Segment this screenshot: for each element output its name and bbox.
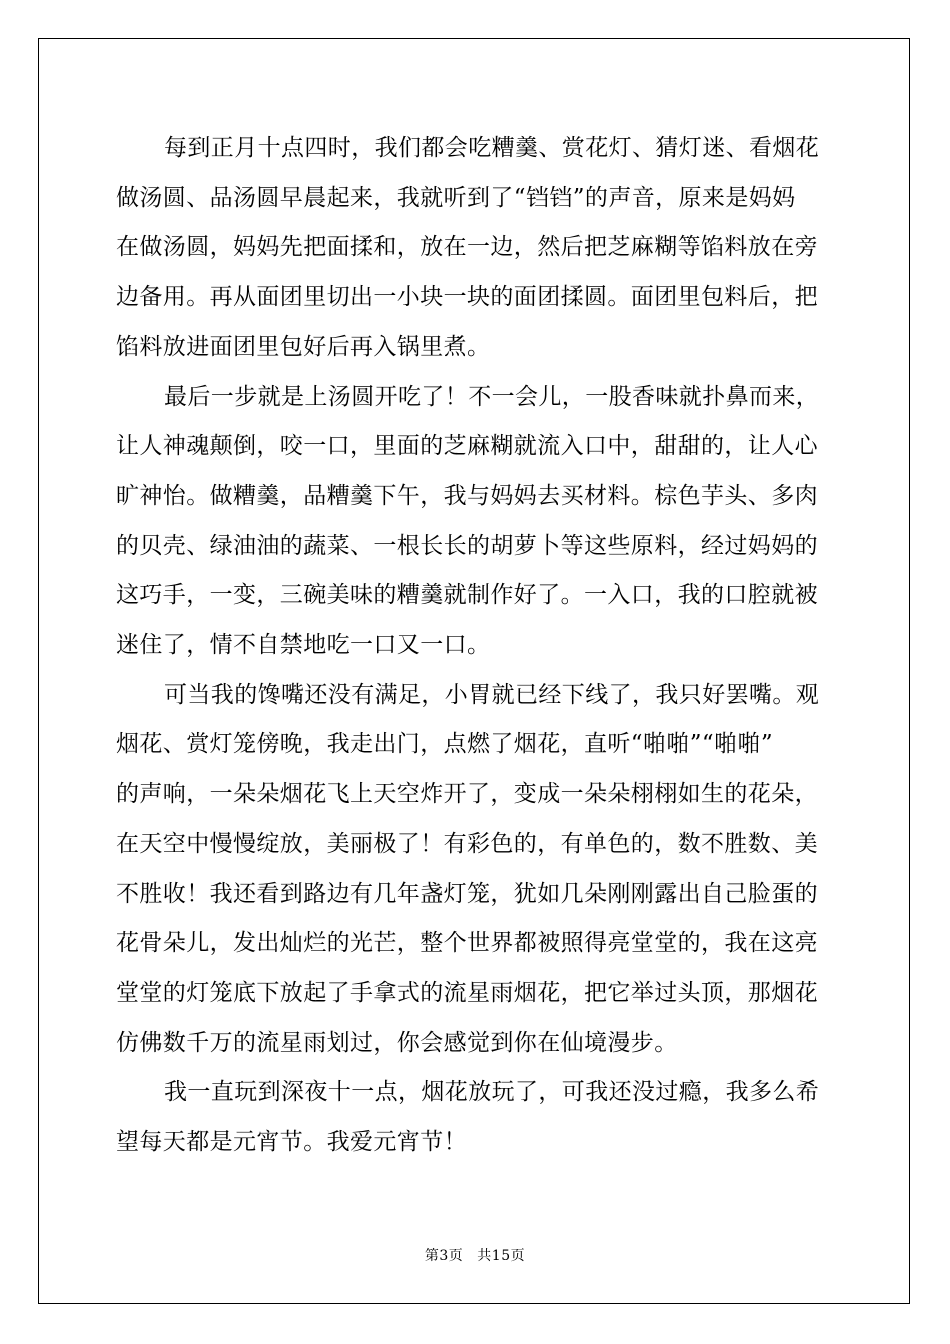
text-line: 边备用。再从面团里切出一小块一块的面团揉圆。面团里包料后，把 [116,284,818,311]
text-line: 旷神怡。做糟羹，品糟羹下午，我与妈妈去买材料。棕色芋头、多肉 [116,482,818,509]
page-number: 第3页 [424,1248,464,1264]
paragraph-2 [116,373,836,671]
text-line: 的贝壳、绿油油的蔬菜、一根长长的胡萝卜等这些原料，经过妈妈的 [116,532,818,559]
text-line: 迷住了，情不自禁地吃一口又一口。 [116,632,491,659]
text-line: 馅料放进面团里包好后再入锅里煮。 [116,333,491,360]
total-pages: 共15页 [477,1248,526,1264]
text-line: 花骨朵儿，发出灿烂的光芒，整个世界都被照得亮堂堂的，我在这亮 [116,930,818,957]
text-line: 可当我的馋嘴还没有满足，小胃就已经下线了，我只好罢嘴。观 [164,681,820,708]
text-line: 堂堂的灯笼底下放起了手拿式的流星雨烟花，把它举过头顶，那烟花 [116,979,818,1006]
text-line: 每到正月十点四时，我们都会吃糟羹、赏花灯、猜灯迷、看烟花 [164,135,820,161]
text-line: 让人神魂颠倒，咬一口，里面的芝麻糊就流入口中，甜甜的，让人心 [116,433,818,460]
text-line: 做汤圆、品汤圆早晨起来，我就听到了“铛铛”的声音，原来是妈妈 [116,184,796,211]
text-line: 仿佛数千万的流星雨划过，你会感觉到你在仙境漫步。 [116,1029,678,1056]
text-line: 在做汤圆，妈妈先把面揉和，放在一边，然后把芝麻糊等馅料放在旁 [116,234,818,261]
text-line: 烟花、赏灯笼傍晚，我走出门，点燃了烟花，直听“啪啪”“啪啪” [116,731,774,758]
text-line: 望每天都是元宵节。我爱元宵节！ [116,1129,467,1156]
text-line: 在天空中慢慢绽放，美丽极了！有彩色的，有单色的，数不胜数、美 [116,830,818,857]
text-line: 我一直玩到深夜十一点，烟花放玩了，可我还没过瘾，我多么希 [164,1079,820,1106]
paragraph-4 [116,1068,836,1167]
paragraph-3 [116,671,836,1069]
text-line: 的声响，一朵朵烟花飞上天空炸开了，变成一朵朵栩栩如生的花朵， [116,781,818,808]
page-footer [0,1247,950,1265]
text-line: 这巧手，一变，三碗美味的糟羹就制作好了。一入口，我的口腔就被 [116,582,818,609]
paragraph-1 [116,124,836,373]
document-body [116,124,836,1168]
text-line: 不胜收！我还看到路边有几年盏灯笼，犹如几朵刚刚露出自己脸蛋的 [116,880,818,907]
text-line: 最后一步就是上汤圆开吃了！不一会儿，一股香味就扑鼻而来， [164,383,820,410]
